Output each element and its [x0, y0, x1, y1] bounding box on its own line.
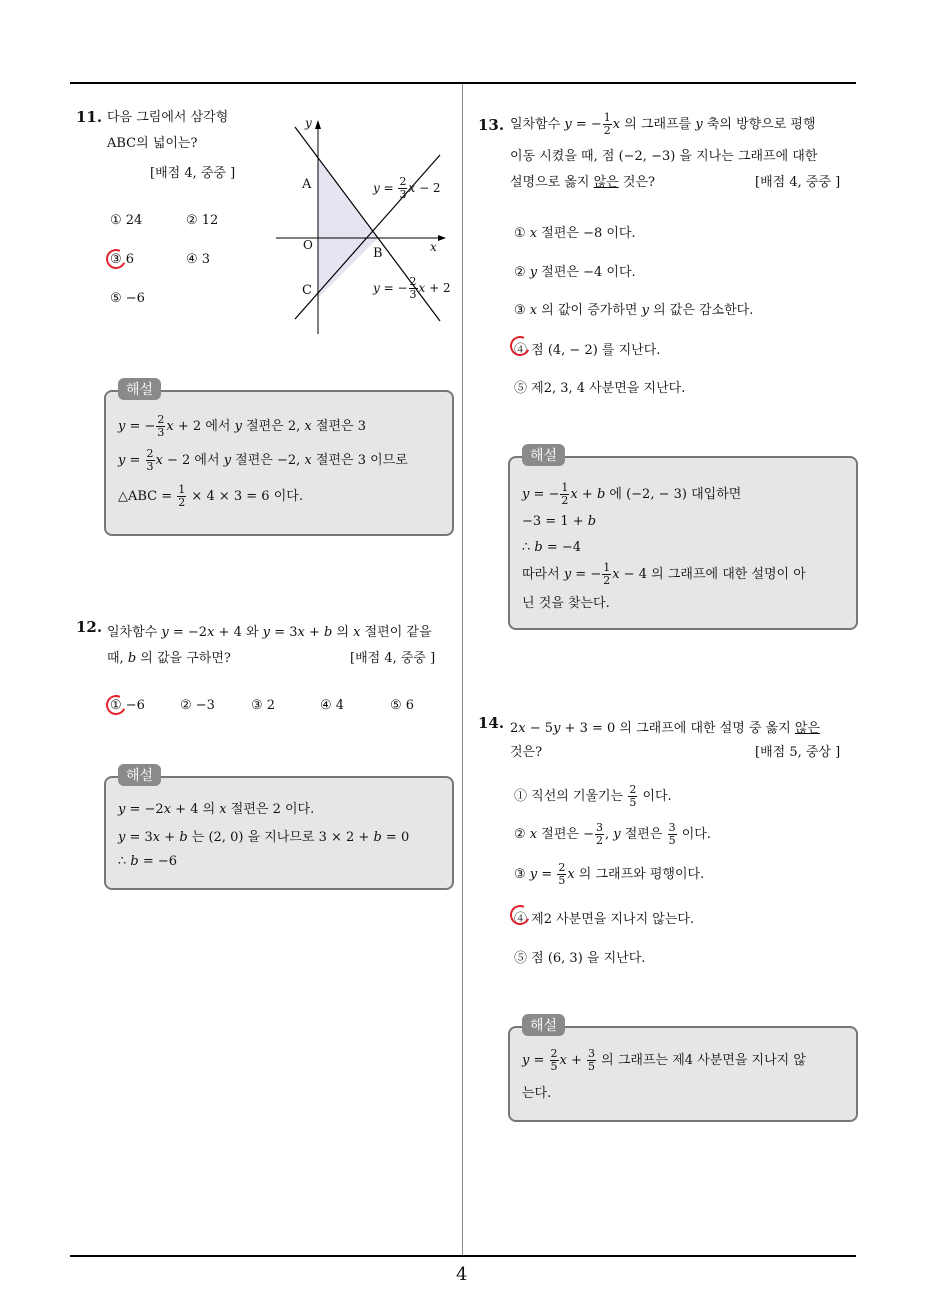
q14-solution-line2: 는다. — [522, 1086, 552, 1101]
q13-text-line2: 이동 시켰을 때, 점 (−2, −3) 을 지나는 그래프에 대한 — [510, 149, 818, 164]
q12-meta: [배점 4, 중중 ] — [350, 651, 436, 666]
q13-text-line3: 설명으로 옳지 않은 것은? — [510, 175, 655, 190]
q12-text-line2: 때, b 의 값을 구하면? — [107, 651, 231, 666]
q12-option-5[interactable]: ⑤ 6 — [390, 698, 415, 713]
q11-option-5[interactable]: ⑤ −6 — [110, 291, 145, 306]
x-axis-arrow — [438, 235, 446, 241]
q14-solution-line1: y = $\frac{2}{5}$ x + $\frac{3}{5}$ 의 그래프는 제4 사분면을 지나지 않 — [522, 1047, 806, 1073]
q13-solution-line5: 닌 것을 찾는다. — [522, 596, 610, 611]
q14-option-2[interactable]: ② x 절편은 − $\frac{3}{2}$ , y 절편은 $\frac{3}{5}$ 이다. — [514, 821, 711, 847]
q12-text-line1: 일차함수 y = −2x + 4 와 y = 3x + b 의 x 절편이 같을 — [107, 625, 432, 640]
graph-x-label: x — [430, 240, 437, 254]
bottom-rule — [70, 1255, 856, 1257]
q12-solution-line1: y = −2x + 4 의 x 절편은 2 이다. — [118, 802, 315, 817]
q13-solution-line1: y = − $\frac{1}{2}$ x + b 에 (−2, − 3) 대입하면 — [522, 481, 742, 507]
q14-text-line1: 2x − 5y + 3 = 0 의 그래프에 대한 설명 중 옳지 않은 — [510, 721, 821, 736]
q13-option-2[interactable]: ② y 절편은 −4 이다. — [514, 265, 636, 280]
q13-solution-tag: 해설 — [522, 444, 565, 466]
q13-option-3[interactable]: ③ x 의 값이 증가하면 y 의 값은 감소한다. — [514, 303, 754, 318]
q11-solution-line1: y = − $\frac{2}{3}$ x + 2 에서 y 절편은 2, x 절편은 3 — [118, 413, 366, 439]
q14-solution-tag: 해설 — [522, 1014, 565, 1036]
graph-line2-label: y = − $\frac{2}{3}$ x + 2 — [373, 275, 451, 301]
top-rule — [70, 82, 856, 84]
q11-solution-line3: △ABC = $\frac{1}{2}$ × 4 × 3 = 6 이다. — [118, 483, 303, 509]
graph-origin-label: O — [303, 238, 313, 252]
q13-solution-line3: ∴ b = −4 — [522, 540, 582, 555]
q11-option-2[interactable]: ② 12 — [186, 213, 219, 228]
q11-option-4[interactable]: ④ 3 — [186, 252, 211, 267]
q13-option-1[interactable]: ① x 절편은 −8 이다. — [514, 226, 636, 241]
q14-option-1[interactable]: ① 직선의 기울기는 $\frac{2}{5}$ 이다. — [514, 783, 672, 809]
q12-solution-line2: y = 3x + b 는 (2, 0) 을 지나므로 3 × 2 + b = 0 — [118, 830, 410, 845]
q11-text-line1: 다음 그림에서 삼각형 — [107, 110, 229, 125]
q14-option-3[interactable]: ③ y = $\frac{2}{5}$ x 의 그래프와 평행이다. — [514, 861, 705, 887]
q11-meta: [배점 4, 중중 ] — [150, 166, 236, 181]
q13-option-5[interactable]: ⑤ 제2, 3, 4 사분면을 지난다. — [514, 381, 686, 396]
q13-number: 13. — [478, 116, 505, 134]
q11-graph — [270, 112, 456, 340]
q12-option-3[interactable]: ③ 2 — [251, 698, 276, 713]
q11-text — [107, 105, 228, 157]
q14-text-line2: 것은? — [510, 745, 543, 760]
q14-number: 14. — [478, 714, 505, 732]
q12-solution-tag: 해설 — [118, 764, 161, 786]
q14-option-4[interactable]: ④ 제2 사분면을 지나지 않는다. — [514, 912, 695, 927]
graph-point-a: A — [302, 177, 312, 192]
q13-solution-line2: −3 = 1 + b — [522, 514, 597, 529]
q12-option-4[interactable]: ④ 4 — [320, 698, 345, 713]
graph-y-label: y — [305, 116, 312, 130]
q11-solution-tag: 해설 — [118, 378, 161, 400]
q12-solution-line3: ∴ b = −6 — [118, 854, 178, 869]
graph-point-c: C — [302, 283, 312, 298]
q14-solution-box — [508, 1026, 858, 1122]
graph-point-b: B — [373, 246, 383, 261]
q11-option-1[interactable]: ① 24 — [110, 213, 143, 228]
q13-solution-line4: 따라서 y = − $\frac{1}{2}$ x − 4 의 그래프에 대한 설명이 아 — [522, 561, 806, 587]
q11-text-line2: ABC의 넓이는? — [107, 136, 198, 151]
q13-option-4[interactable]: ④ 점 (4, − 2) 를 지난다. — [514, 343, 661, 358]
q14-option-5[interactable]: ⑤ 점 (6, 3) 을 지난다. — [514, 951, 646, 966]
y-axis-arrow — [315, 120, 321, 129]
triangle-abc-fill — [318, 158, 378, 298]
column-divider — [462, 84, 463, 1256]
graph-line1-label: y = $\frac{2}{3}$ x − 2 — [373, 175, 441, 201]
q12-number: 12. — [76, 618, 103, 636]
q11-answer-mark — [103, 246, 129, 272]
q12-option-1[interactable]: ① −6 — [110, 698, 145, 713]
q11-number: 11. — [76, 108, 103, 126]
page-number: 4 — [456, 1264, 468, 1285]
q11-solution-line2: y = $\frac{2}{3}$ x − 2 에서 y 절편은 −2, x 절편은 3 이므로 — [118, 447, 408, 473]
q13-text-line1: 일차함수 y = − $\frac{1}{2}$ x 의 그래프를 y 축의 방향으로 평행 — [510, 111, 816, 137]
q12-option-2[interactable]: ② −3 — [180, 698, 215, 713]
q12-answer-mark — [103, 692, 129, 718]
q13-meta: [배점 4, 중중 ] — [755, 175, 841, 190]
q11-option-3[interactable]: ③ 6 — [110, 252, 135, 267]
q14-meta: [배점 5, 중상 ] — [755, 745, 841, 760]
